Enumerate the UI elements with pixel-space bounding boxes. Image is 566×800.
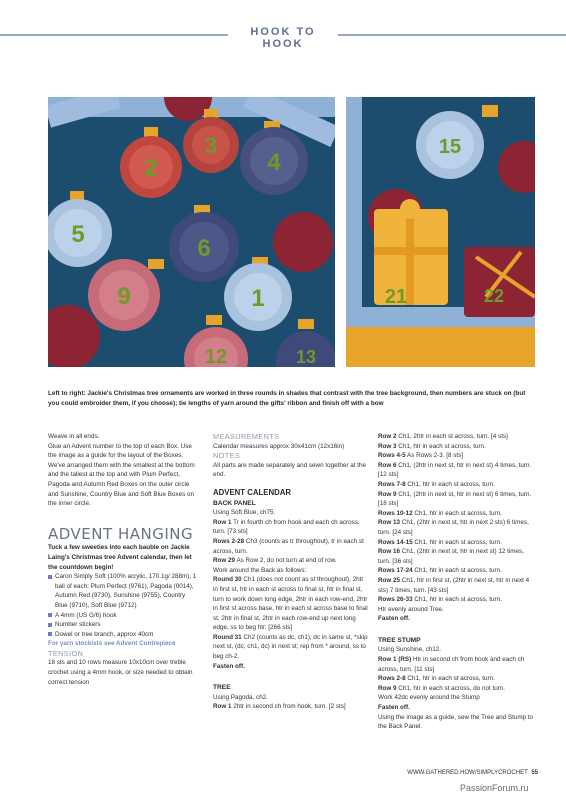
measurements-text: Calendar measures approx 30x41cm (12x16in) [213, 442, 345, 450]
advent-calendar-heading: ADVENT CALENDAR [213, 487, 291, 497]
gift-number: 21 [384, 286, 408, 308]
row-text: Ch1, 2htr in each st across, turn. [4 sts] [396, 433, 508, 440]
instruction-row [378, 576, 538, 595]
fasten-off: Fasten off. [378, 615, 410, 623]
stockists-note: For yarn stockists see Advent Contrepiece [48, 640, 176, 648]
row-text: Ch1 (does not count as st throughout), 2htr in first st, htr in each st across to final st, htr in final st, turn to work down long edge, 2htr in each row-end, 2htr in first st across base, htr in each st across base to final st, 2htr in final st, 2htr in each row-end up next long edge, ss to beg htr. [266 sts] [213, 576, 368, 632]
material-item: Caron Simply Soft (100% acrylic, 170.1g/ 288m), 1 ball of each: Plum Perfect (9761), Pagoda (0014), Autumn Red (9730), Sunshine (9755), Country Blue (9710), Soft Blue (9712) [48, 572, 198, 610]
watermark: PassionForum.ru [460, 783, 529, 793]
row-text: Ch1, htr in each st across, do not turn. [396, 684, 506, 692]
row-text: As Row 2, do not turn at end of row. [235, 557, 337, 565]
row-label: Row 16 [378, 548, 401, 556]
fasten-off: Fasten off. [378, 704, 410, 712]
row-label: Rows 26-33 [378, 596, 413, 604]
bauble-number: 2 [144, 155, 158, 182]
row-label: Round 30 [213, 576, 242, 584]
row-label: Rows 10-12 [378, 509, 413, 517]
photo-gifts [346, 97, 535, 367]
notes-heading: NOTES [213, 451, 241, 461]
row-text: Ch1, htr in each st across, turn. [405, 480, 495, 488]
instruction: Htr evenly around Tree. [378, 605, 444, 613]
bauble-number: 1 [251, 285, 265, 312]
tree-heading: TREE [213, 684, 231, 692]
row-text: Ch1, htr in each st across, turn. [412, 567, 502, 575]
page-footer [378, 770, 538, 776]
column-3 [378, 432, 538, 732]
instruction-row [213, 556, 370, 566]
row-label: Row 13 [378, 519, 401, 527]
row-label: Rows 2-28 [213, 537, 245, 545]
pattern-title: ADVENT HANGING [48, 524, 194, 543]
row-text: Ch1, htr in first st, (2htr in next st, htr in next 4 sts) 7 times, turn. [43 sts] [378, 576, 530, 594]
row-text: As Rows 2-3. [8 sts] [405, 452, 464, 460]
gift-number: 22 [483, 286, 505, 306]
paragraph: Glue an Advent number to the top of each Box. Use the image as a guide for the layout of the Boxes. We've arranged them with the smallest at the bottom and the tallest at the top and with Plum Perfect, Pagoda and Autumn Red Boxes on the outer circle and Sunshine, Country Blue and Soft Blue Boxes on the inner circle. [48, 442, 195, 508]
instruction-row [378, 442, 538, 452]
row-text: Ch1, htr in each st across, turn. [412, 596, 502, 604]
bauble-number: 3 [204, 133, 218, 158]
instruction-row [378, 480, 538, 490]
instruction-row [378, 674, 538, 684]
instruction-row [378, 684, 538, 694]
instruction-row [213, 633, 370, 662]
pattern-intro: Tuck a few sweeties into each bauble on Jackie Laing's Christmas tree Advent calendar, then let the countdown begin! [48, 544, 192, 571]
fasten-off: Fasten off. [213, 662, 245, 670]
row-text: Ch1, htr in each st across, turn. [396, 442, 486, 450]
notes-text: All parts are made separately and sewn together at the end. [213, 461, 366, 479]
tension-text: 18 sts and 10 rows measure 10x10cm over treble crochet using a 4mm hook, or size needed to obtain correct tension [48, 659, 193, 686]
instruction-row [378, 538, 538, 548]
row-text: Ch1, htr in each st across, turn. [412, 538, 502, 546]
row-label: Rows 17-24 [378, 567, 413, 575]
tension-heading: TENSION [48, 648, 84, 658]
row-label: Row 1 [213, 703, 232, 711]
row-text: Ch1, htr in each st across, turn. [412, 509, 502, 517]
instruction: Work around the Back as follows: [213, 566, 307, 574]
row-text: Htr in second ch from hook and each ch across, turn. [11 sts] [378, 656, 525, 673]
row-text: Ch2 (counts as dc, ch1), dc in same st, *skip next st, (dc, ch1, dc) in next st; rep from * around, ss to beg ch-2. [213, 633, 368, 661]
gift-22 [464, 247, 535, 317]
instruction-row [378, 461, 538, 480]
instruction-row [213, 518, 370, 537]
column-1 [48, 432, 198, 687]
photo-baubles [48, 97, 335, 367]
footer-url: WWW.GATHERED.HOW/SIMPLYCROCHET [407, 770, 528, 776]
instruction: Using Soft Blue, ch75. [213, 509, 276, 517]
row-text: Ch3 (counts as tr throughout), tr in each st across, turn. [213, 537, 364, 555]
row-label: Row 2 [378, 433, 397, 440]
material-item: Number stickers [48, 620, 198, 630]
bauble-number: 15 [438, 136, 462, 158]
bauble-number: 4 [267, 149, 281, 176]
header-rule-left [0, 34, 228, 36]
row-label: Row 25 [378, 576, 401, 584]
back-panel-heading: BACK PANEL [213, 499, 256, 507]
instruction-row [378, 547, 538, 566]
bauble-number: 6 [197, 235, 211, 262]
column-2 [213, 432, 370, 712]
instruction-row [213, 702, 370, 712]
row-label: Rows 14-15 [378, 538, 413, 546]
gifts-illustration [346, 97, 535, 367]
row-label: Row 3 [378, 442, 397, 450]
instruction-row [378, 509, 538, 519]
baubles-illustration [48, 97, 335, 367]
instruction-row [378, 518, 538, 537]
row-label: Row 9 [378, 684, 397, 692]
section-header [0, 18, 566, 48]
photo-caption: Left to right: Jackie's Christmas tree ornaments are worked in three rounds in shades that contrast with the tree background, then numbers are stuck on (but you could embroider them, if you choose); tie lengths of yarn around the gifts' ribbon and finish off with a bow [48, 390, 526, 407]
row-label: Round 31 [213, 633, 242, 641]
gift-21 [374, 199, 448, 308]
row-label: Rows 2-8 [378, 675, 406, 683]
tree-stump-heading: TREE STUMP [378, 636, 421, 644]
instruction-row [378, 432, 538, 442]
row-text: 2htr in second ch from hook, turn. [2 sts] [231, 703, 346, 711]
instruction-row [213, 575, 370, 633]
instruction-row [378, 655, 538, 674]
instruction-row [213, 537, 370, 556]
instruction: Using Sunshine, ch12. [378, 646, 442, 654]
materials-list [48, 572, 198, 639]
tree-rows [378, 432, 538, 605]
row-label: Rows 4-5 [378, 452, 406, 460]
material-item: Dowel or tree branch, approx 40cm [48, 630, 198, 640]
material-item: A 4mm (US G/6) hook [48, 611, 198, 621]
row-label: Row 29 [213, 557, 236, 565]
row-text: Ch1, (2htr in next st, htr in next st) 12 times, turn. [36 sts] [378, 548, 524, 565]
row-label: Row 1 [213, 518, 232, 526]
row-text: Ch1, htr in each st across, turn. [405, 675, 495, 683]
instruction-row [378, 595, 538, 605]
row-text: Ch1, (2htr in next st, htr in next st) 4 times, turn. [12 sts] [378, 461, 532, 479]
header-rule-right [338, 34, 566, 36]
paragraph: Weave in all ends. [48, 433, 100, 440]
page-number: 55 [531, 770, 538, 776]
header-title: HOOK TO HOOK [250, 26, 316, 50]
bauble-number: 13 [295, 347, 317, 367]
instruction-row [378, 451, 538, 461]
row-label: Row 9 [378, 490, 397, 498]
row-text: Tr in fourth ch from hook and each ch across, turn. [73 sts] [213, 518, 360, 536]
row-text: Ch1, (2htr in next st, htr in next st) 6 times, turn. [18 sts] [378, 490, 532, 508]
instruction: Work 42dc evenly around the Stump [378, 694, 480, 702]
bauble-number: 12 [204, 346, 228, 367]
row-label: Row 6 [378, 461, 397, 469]
instruction: Using Pagoda, ch2. [213, 693, 268, 701]
instruction-row [378, 566, 538, 576]
row-label: Row 1 (RS) [378, 656, 412, 664]
bauble-number: 9 [117, 283, 131, 310]
measurements-heading: MEASUREMENTS [213, 432, 280, 441]
instruction-row [378, 490, 538, 509]
row-label: Rows 7-8 [378, 480, 406, 488]
row-text: Ch1, (2htr in next st, htr in next 2 sts) 6 times, turn. [24 sts] [378, 519, 529, 536]
instruction: Using the image as a guide, sew the Tree and Stump to the Back Panel. [378, 713, 534, 731]
bauble-number: 5 [71, 221, 85, 248]
